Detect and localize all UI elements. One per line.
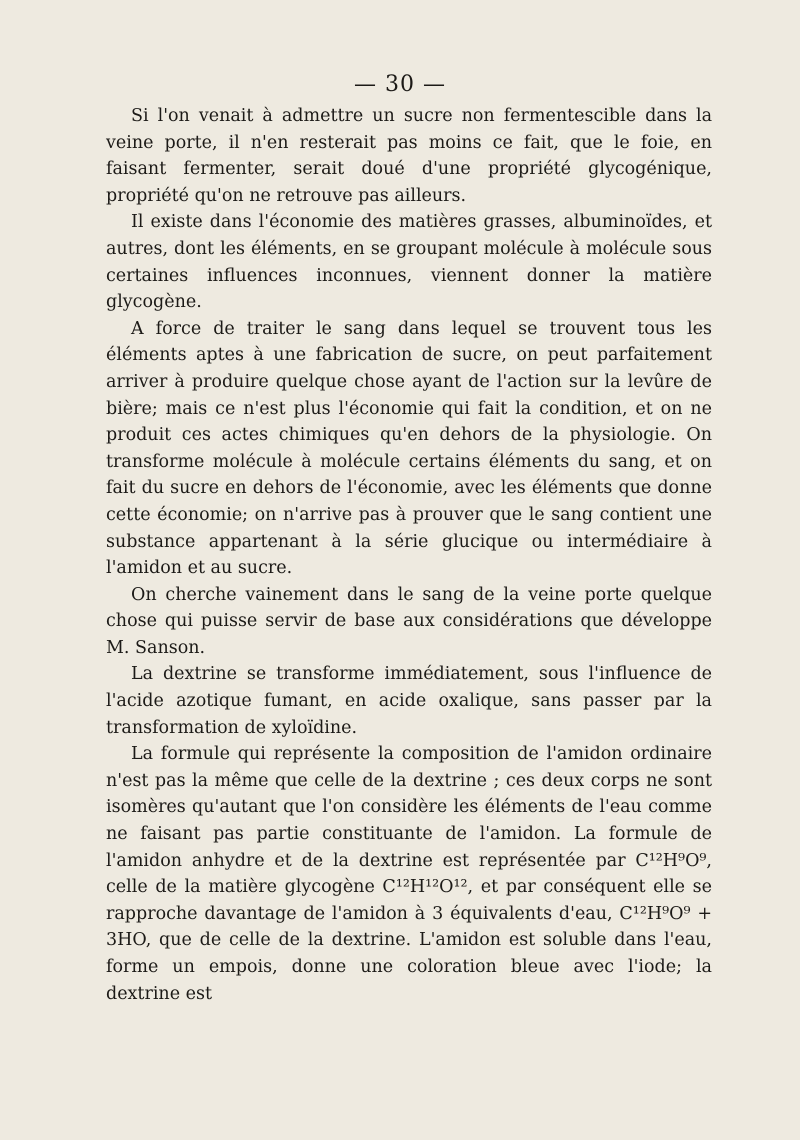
- page-number: — 30 —: [354, 72, 446, 97]
- paragraph-3: A force de traiter le sang dans lequel se trouvent tous les éléments aptes à une fabrication de sucre, on peut parfaitement arriver à produire quelque chose ayant de l'action sur la levûre de bière; mais ce n'est plus l'économie qui fait la condition, et on ne produit ces actes chimiques qu'en dehors de la physiologie. On transforme molécule à molécule certains éléments du sang, et on fait du sucre en dehors de l'économie, avec les éléments que donne cette économie; on n'arrive pas à prouver que le sang contient une substance appartenant à la série glucique ou intermédiaire à l'amidon et au sucre.: [106, 318, 712, 579]
- paragraph-5: La dextrine se transforme immédiatement, sous l'influence de l'acide azotique fumant, en acide oxalique, sans passer par la transformation de xyloïdine.: [106, 664, 712, 738]
- text-body: [106, 103, 712, 1007]
- paragraph-1: Si l'on venait à admettre un sucre non fermentescible dans la veine porte, il n'en resterait pas moins ce fait, que le foie, en faisant fermenter, serait doué d'une propriété glycogénique, propriété qu'on ne retrouve pas ailleurs.: [106, 106, 712, 206]
- paragraph-6: La formule qui représente la composition de l'amidon ordinaire n'est pas la même que celle de la dextrine ; ces deux corps ne sont isomères qu'autant que l'on considère les éléments de l'eau comme ne faisant pas partie constituante de l'amidon. La formule de l'amidon anhydre et de la dextrine est représentée par C¹²H⁹O⁹, celle de la matière glycogène C¹²H¹²O¹², et par conséquent elle se rapproche davantage de l'amidon à 3 équivalents d'eau, C¹²H⁹O⁹ + 3HO, que de celle de la dextrine. L'amidon est soluble dans l'eau, forme un empois, donne une coloration bleue avec l'iode; la dextrine est: [106, 744, 712, 1004]
- paragraph-2: Il existe dans l'économie des matières grasses, albuminoïdes, et autres, dont les éléments, en se groupant molécule à molécule sous certaines influences inconnues, viennent donner la matière glycogène.: [106, 212, 712, 313]
- paragraph-4: On cherche vainement dans le sang de la veine porte quelque chose qui puisse servir de base aux considérations que développe M. Sanson.: [106, 584, 712, 658]
